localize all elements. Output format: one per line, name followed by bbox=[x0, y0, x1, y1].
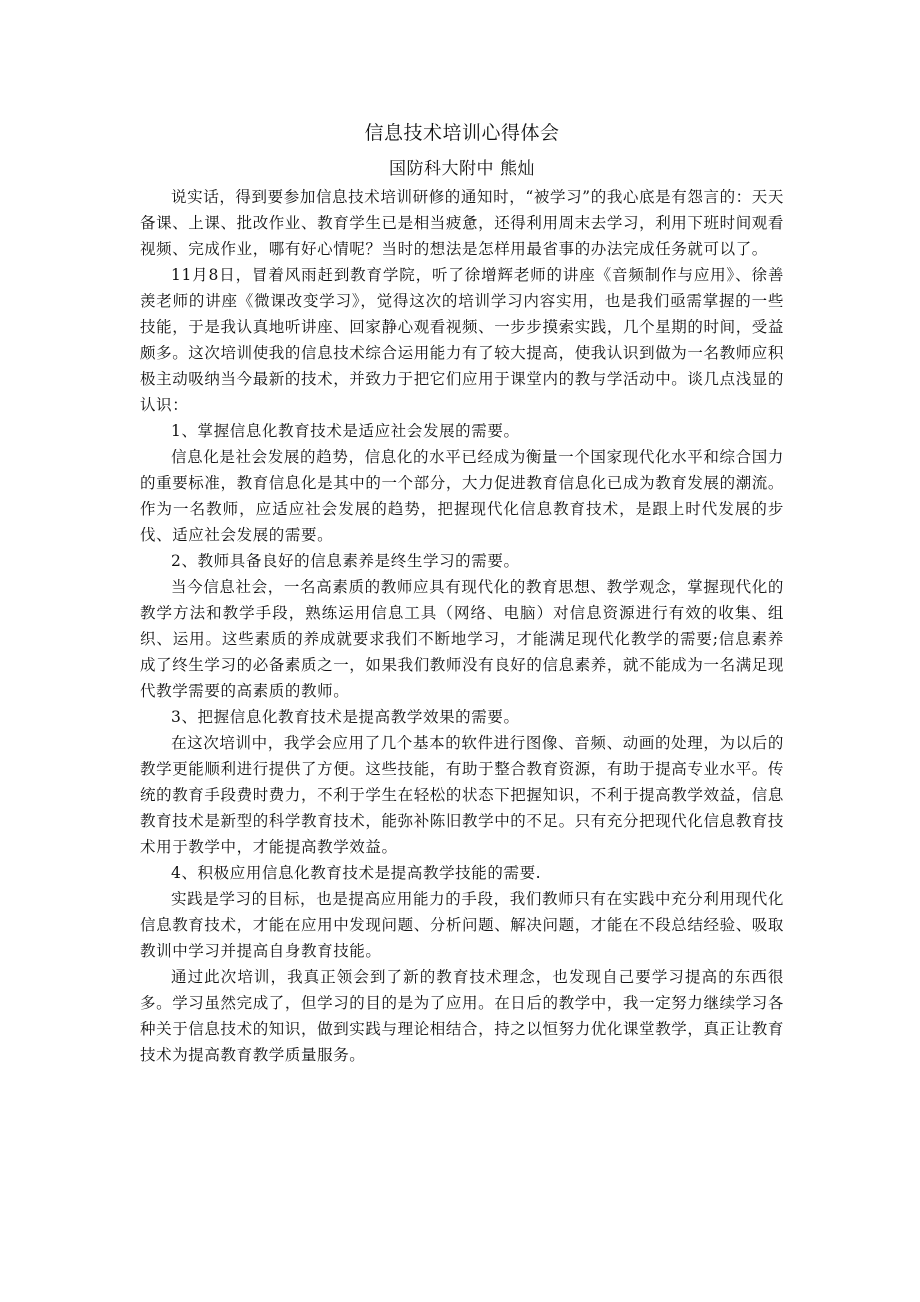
paragraph-intro: 说实话，得到要参加信息技术培训研修的通知时，“被学习”的我心底是有怨言的：天天备课、上课、批改作业、教育学生已是相当疲惫，还得利用周末去学习，利用下班时间观看视频、完成作业，哪有好心情呢？当时的想法是怎样用最省事的办法完成任务就可以了。 bbox=[140, 188, 785, 258]
section-heading-3: 3、把握信息化教育技术是提高教学效果的需要。 bbox=[171, 708, 520, 726]
section-heading-2: 2、教师具备良好的信息素养是终生学习的需要。 bbox=[171, 552, 520, 570]
document-title: 信息技术培训心得体会 bbox=[364, 122, 560, 144]
paragraph-section-1: 信息化是社会发展的趋势，信息化的水平已经成为衡量一个国家现代化水平和综合国力的重要标准，教育信息化是其中的一个部分，大力促进教育信息化已成为教育发展的潮流。作为一名教师，应适应社会发展的趋势，把握现代化信息教育技术，是跟上时代发展的步伐、适应社会发展的需要。 bbox=[140, 448, 785, 544]
paragraph-section-4: 实践是学习的目标，也是提高应用能力的手段，我们教师只有在实践中充分利用现代化信息教育技术，才能在应用中发现问题、分析问题、解决问题，才能在不段总结经验、吸取教训中学习并提高自身教育技能。 bbox=[140, 890, 785, 960]
document-body bbox=[140, 118, 784, 1068]
paragraph-section-3: 在这次培训中，我学会应用了几个基本的软件进行图像、音频、动画的处理，为以后的教学更能顺利进行提供了方便。这些技能，有助于整合教育资源，有助于提高专业水平。传统的教育手段费时费力，不利于学生在轻松的状态下把握知识，不利于提高教学效益，信息教育技术是新型的科学教育技术，能弥补陈旧教学中的不足。只有充分把现代化信息教育技术用于教学中，才能提高教学效益。 bbox=[140, 734, 785, 856]
section-heading-4: 4、积极应用信息化教育技术是提高教学技能的需要. bbox=[171, 864, 542, 882]
paragraph-section-2: 当今信息社会，一名高素质的教师应具有现代化的教育思想、教学观念，掌握现代化的教学方法和教学手段，熟练运用信息工具（网络、电脑）对信息资源进行有效的收集、组织、运用。这些素质的养成就要求我们不断地学习，才能满足现代化教学的需要;信息素养成了终生学习的必备素质之一，如果我们教师没有良好的信息素养，就不能成为一名满足现代教学需要的高素质的教师。 bbox=[140, 578, 785, 700]
document-author: 国防科大附中 熊灿 bbox=[389, 159, 535, 179]
section-heading-1: 1、掌握信息化教育技术是适应社会发展的需要。 bbox=[171, 422, 520, 440]
paragraph-training: 11月8日，冒着风雨赶到教育学院，听了徐增辉老师的讲座《音频制作与应用》、徐善羡老师的讲座《微课改变学习》，觉得这次的培训学习内容实用，也是我们亟需掌握的一些技能，于是我认真地听讲座、回家静心观看视频、一步步摸索实践，几个星期的时间，受益颇多。这次培训使我的信息技术综合运用能力有了较大提高，使我认识到做为一名教师应积极主动吸纳当今最新的技术，并致力于把它们应用于课堂内的教与学活动中。谈几点浅显的认识： bbox=[140, 266, 785, 414]
paragraph-conclusion: 通过此次培训，我真正领会到了新的教育技术理念，也发现自己要学习提高的东西很多。学习虽然完成了，但学习的目的是为了应用。在日后的教学中，我一定努力继续学习各种关于信息技术的知识，做到实践与理论相结合，持之以恒努力优化课堂教学，真正让教育技术为提高教育教学质量服务。 bbox=[140, 968, 785, 1064]
